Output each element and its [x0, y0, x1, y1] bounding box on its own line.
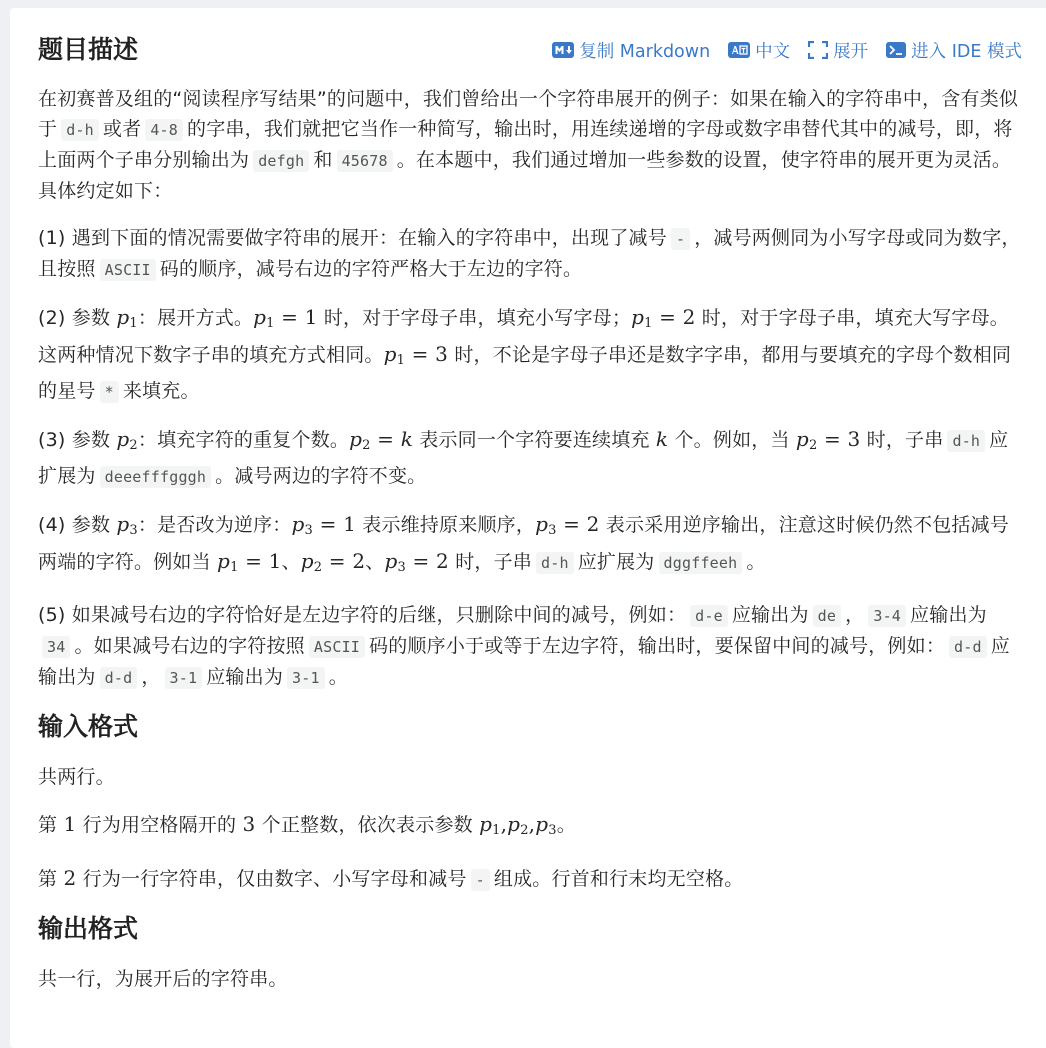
text: 。	[556, 814, 576, 836]
output-line-1: 共一行，为展开后的字符串。	[38, 968, 288, 990]
language-label: 中文	[755, 41, 791, 62]
copy-markdown-button[interactable]	[552, 38, 710, 63]
rule-4-paragraph	[38, 509, 1022, 583]
ide-mode-button[interactable]	[886, 38, 1022, 63]
text: 应输出为	[910, 604, 987, 626]
input-line-3	[38, 863, 1022, 895]
text: 。	[328, 666, 348, 688]
inline-code: 3-1	[165, 667, 203, 689]
text: 应输出为	[38, 635, 1010, 688]
rule-3-paragraph	[38, 424, 1022, 492]
inline-code: d-h	[61, 119, 99, 141]
input-line-1: 共两行。	[38, 766, 115, 788]
rule-1-paragraph	[38, 223, 1022, 285]
math-value: =	[370, 427, 401, 451]
inline-code: -	[471, 869, 490, 891]
math-p3: $p_3$	[116, 512, 138, 538]
intro-paragraph	[38, 84, 1022, 206]
text: 、	[365, 551, 385, 573]
math-comma: ,	[528, 812, 536, 836]
text: (2) 参数	[38, 307, 117, 329]
math-p1: $p_1$	[217, 549, 239, 575]
math-value: = 1	[313, 512, 357, 536]
inline-code: 3-4	[868, 605, 906, 627]
text: ：是否改为逆序：	[137, 514, 292, 536]
text: 。减号两边的字符不变。	[215, 465, 427, 487]
text: 表示同一个字符要连续填充	[413, 429, 656, 451]
markdown-icon	[552, 42, 574, 58]
math-p3: $p_3$	[384, 549, 406, 575]
text: 应扩展为	[38, 429, 1009, 487]
text: 表示采用逆序输出，注意这时候仍然不包括减号两端的字符。例如当	[38, 514, 1010, 573]
text: 、	[281, 551, 301, 573]
inline-code: d-h	[536, 552, 574, 574]
text: 组成。行首和行末均无空格。	[493, 868, 744, 890]
text: ：展开方式。	[137, 307, 254, 329]
math-value: = 1	[274, 305, 318, 329]
rule-5-paragraph	[38, 600, 1022, 693]
text: (1) 遇到下面的情况需要做字符串的展开：在输入的字符串中，出现了减号	[38, 227, 667, 249]
text: 应输出为	[731, 604, 809, 626]
text: 行为用空格隔开的	[76, 814, 243, 836]
text: 个。例如，当	[668, 429, 796, 451]
problem-card	[10, 8, 1046, 1048]
text: 时，子串	[860, 429, 944, 451]
problem-header	[38, 34, 1022, 66]
text: 码的顺序小于或等于左边字符，输出时，要保留中间的减号，例如：	[369, 635, 946, 657]
expand-label: 展开	[833, 41, 869, 62]
text: ，	[845, 604, 865, 626]
text: 。如果减号右边的字符按照	[74, 635, 305, 657]
math-value: = 1	[238, 549, 282, 573]
math-p3: $p_3$	[535, 812, 557, 838]
inline-code: 45678	[337, 150, 393, 172]
text: ：填充字符的重复个数。	[137, 429, 350, 451]
text: ，	[141, 666, 161, 688]
math-k: k	[655, 427, 669, 451]
text: 应扩展为	[577, 551, 655, 573]
math-value: 2	[63, 866, 77, 890]
inline-code: defgh	[253, 150, 309, 172]
text: 码的顺序，减号右边的字符严格大于左边的字符。	[159, 258, 583, 280]
text: 在初赛普及组的“阅读程序写结果”的问题中，我们曾给出一个字符串展开的例子：如果在输入的字符串中，含有类似于	[38, 88, 1019, 140]
math-p2: $p_2$	[349, 427, 371, 453]
text: (4) 参数	[38, 514, 117, 536]
math-k: k	[400, 427, 414, 451]
inline-code: ASCII	[309, 636, 365, 658]
expand-icon	[808, 41, 828, 59]
math-value: 3	[242, 812, 256, 836]
inline-code: dggffeeh	[659, 552, 743, 574]
inline-code: d-e	[690, 605, 728, 627]
math-comma: ,	[500, 812, 508, 836]
text: 时，对于字母子串，填充大写字母。这两种情况下数字子串的填充方式相同。	[38, 307, 1010, 366]
math-p3: $p_3$	[535, 512, 557, 538]
text: 时，不论是字母子串还是数字字串，都用与要填充的字母个数相同的星号	[38, 344, 1012, 402]
inline-code: 3-1	[287, 667, 325, 689]
inline-code: 34	[42, 636, 70, 658]
inline-code: -	[671, 228, 690, 250]
inline-code: *	[100, 381, 119, 403]
inline-code: de	[813, 605, 841, 627]
math-p3: $p_3$	[291, 512, 314, 538]
text: ，减号两侧同为小写字母或同为数字，且按照	[38, 227, 1021, 280]
math-value: = 2	[652, 305, 696, 329]
text: 时，对于字母子串，填充小写字母；	[317, 307, 632, 329]
text: 第	[38, 868, 64, 890]
inline-code: ASCII	[100, 259, 156, 281]
text: 行为一行字符串，仅由数字、小写字母和减号	[76, 868, 467, 890]
section-title: 题目描述	[38, 35, 139, 64]
math-p1: $p_1$	[631, 305, 653, 331]
input-line-2	[38, 809, 1022, 846]
text: 时，子串	[448, 551, 532, 573]
text: 。	[746, 551, 766, 573]
text: 和	[313, 149, 333, 171]
math-value: 1	[63, 812, 77, 836]
text: 个正整数，依次表示参数	[255, 814, 480, 836]
math-p1: $p_1$	[116, 305, 138, 331]
language-button[interactable]	[728, 38, 790, 63]
text: 第	[38, 814, 64, 836]
inline-code: deeefffgggh	[100, 466, 212, 488]
text: 的字串，我们就把它当作一种简写，输出时，用连续递增的字母或数字串替代其中的减号，即，将上面两个子串分别输出为	[38, 118, 1013, 171]
ide-mode-label: 进入 IDE 模式	[911, 41, 1022, 62]
rule-2-paragraph	[38, 302, 1022, 407]
expand-button[interactable]	[808, 38, 868, 63]
text: (5) 如果减号右边的字符恰好是左边字符的后继，只删除中间的减号，例如：	[38, 604, 687, 626]
translate-icon	[728, 42, 750, 58]
math-value: = 2	[322, 549, 366, 573]
math-p2: $p_2$	[116, 427, 138, 453]
math-p2: $p_2$	[507, 812, 529, 838]
inline-code: d-d	[949, 636, 987, 658]
text: 表示维持原来顺序，	[356, 514, 536, 536]
inline-code: d-h	[947, 430, 985, 452]
math-value: = 2	[556, 512, 600, 536]
input-format-heading: 输入格式	[38, 712, 139, 741]
text: 来填充。	[122, 380, 200, 402]
math-p1: $p_1$	[383, 342, 406, 368]
math-value: = 2	[405, 549, 449, 573]
text: 或者	[102, 118, 142, 140]
copy-markdown-label: 复制 Markdown	[579, 41, 711, 62]
inline-code: 4-8	[145, 119, 183, 141]
text: 应输出为	[206, 666, 284, 688]
math-p1: $p_1$	[479, 812, 501, 838]
math-value: = 3	[817, 427, 861, 451]
math-p2: $p_2$	[795, 427, 818, 453]
inline-code: d-d	[100, 667, 138, 689]
math-p2: $p_2$	[300, 549, 323, 575]
toolbar	[552, 38, 1022, 63]
text: (3) 参数	[38, 429, 117, 451]
math-value: = 3	[405, 342, 449, 366]
output-format-heading: 输出格式	[38, 914, 139, 943]
terminal-icon	[886, 42, 906, 58]
math-p1: $p_1$	[253, 305, 275, 331]
text: 。在本题中，我们通过增加一些参数的设置，使字符串的展开更为灵活。具体约定如下：	[38, 149, 1012, 202]
